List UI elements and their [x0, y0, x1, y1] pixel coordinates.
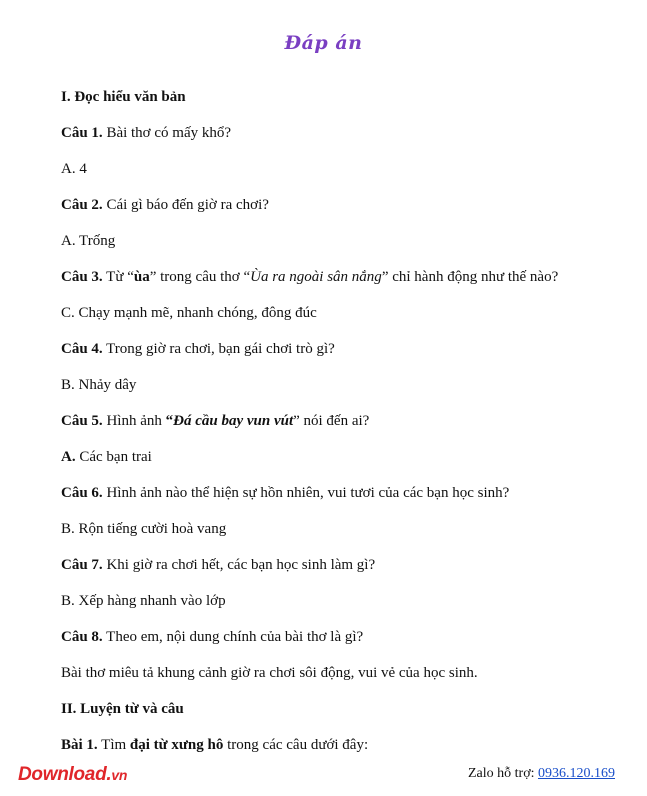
question-text: Theo em, nội dung chính của bài thơ là gì? [102, 629, 364, 645]
answer-content [61, 86, 621, 770]
download-vn-logo[interactable] [18, 764, 127, 786]
answer-7: B. Xếp hàng nhanh vào lớp [61, 593, 226, 609]
question-label: Câu 3. [61, 269, 103, 285]
open-quote: “ [165, 413, 174, 429]
answer-8: Bài thơ miêu tả khung cảnh giờ ra chơi sôi động, vui vẻ của học sinh. [61, 665, 478, 681]
question-7 [61, 554, 621, 590]
exercise-1 [61, 734, 621, 770]
question-label: Câu 2. [61, 197, 103, 213]
logo-tld: vn [111, 767, 128, 783]
keyword: đại từ xưng hô [129, 737, 224, 753]
question-label: Câu 7. [61, 557, 103, 573]
question-text: Hình ảnh nào thể hiện sự hồn nhiên, vui tươi của các bạn học sinh? [102, 485, 510, 501]
question-text: Trong giờ ra chơi, bạn gái chơi trò gì? [102, 341, 335, 357]
answer-5 [61, 446, 621, 482]
question-label: Câu 4. [61, 341, 103, 357]
question-1 [61, 122, 621, 158]
question-text: ” nói đến ai? [293, 413, 370, 429]
question-text: ” chỉ hành động như thế nào? [381, 269, 559, 285]
question-label: Câu 8. [61, 629, 103, 645]
quoted-verse: Ùa ra ngoài sân nắng [250, 269, 382, 285]
question-8 [61, 626, 621, 662]
logo-main: Download [18, 764, 107, 785]
quoted-image: Đá cầu bay vun vút [173, 413, 294, 429]
answer-2: A. Trống [61, 233, 116, 249]
exercise-text: trong các câu dưới đây: [223, 737, 369, 753]
answer-3: C. Chạy mạnh mẽ, nhanh chóng, đông đúc [61, 305, 317, 321]
answer-label: A. [61, 449, 76, 465]
question-6 [61, 482, 621, 518]
answer-4: B. Nhảy dây [61, 377, 137, 393]
answer-text: Các bạn trai [75, 449, 152, 465]
keyword: ùa [133, 269, 150, 285]
question-3 [61, 266, 621, 302]
answer-6: B. Rộn tiếng cười hoà vang [61, 521, 227, 537]
zalo-phone-link[interactable]: 0936.120.169 [538, 766, 615, 781]
zalo-support [468, 766, 615, 782]
logo-dot: . [106, 764, 112, 785]
exercise-text: Tìm [97, 737, 130, 753]
question-text: Cái gì báo đến giờ ra chơi? [102, 197, 269, 213]
question-text: ” trong câu thơ “ [149, 269, 251, 285]
question-text: Hình ảnh [102, 413, 166, 429]
question-2 [61, 194, 621, 230]
question-text: Từ “ [102, 269, 134, 285]
answer-1: A. 4 [61, 161, 87, 177]
section-heading-reading: I. Đọc hiểu văn bản [61, 89, 186, 105]
question-label: Câu 6. [61, 485, 103, 501]
exercise-label: Bài 1. [61, 737, 98, 753]
question-text: Khi giờ ra chơi hết, các bạn học sinh làm gì? [102, 557, 376, 573]
question-label: Câu 1. [61, 125, 103, 141]
question-5 [61, 410, 621, 446]
zalo-label: Zalo hỗ trợ: [468, 766, 538, 781]
page-title: Đáp án [284, 32, 363, 54]
question-text: Bài thơ có mấy khổ? [102, 125, 232, 141]
question-4 [61, 338, 621, 374]
section-heading-vocabulary: II. Luyện từ và câu [61, 701, 184, 717]
question-label: Câu 5. [61, 413, 103, 429]
